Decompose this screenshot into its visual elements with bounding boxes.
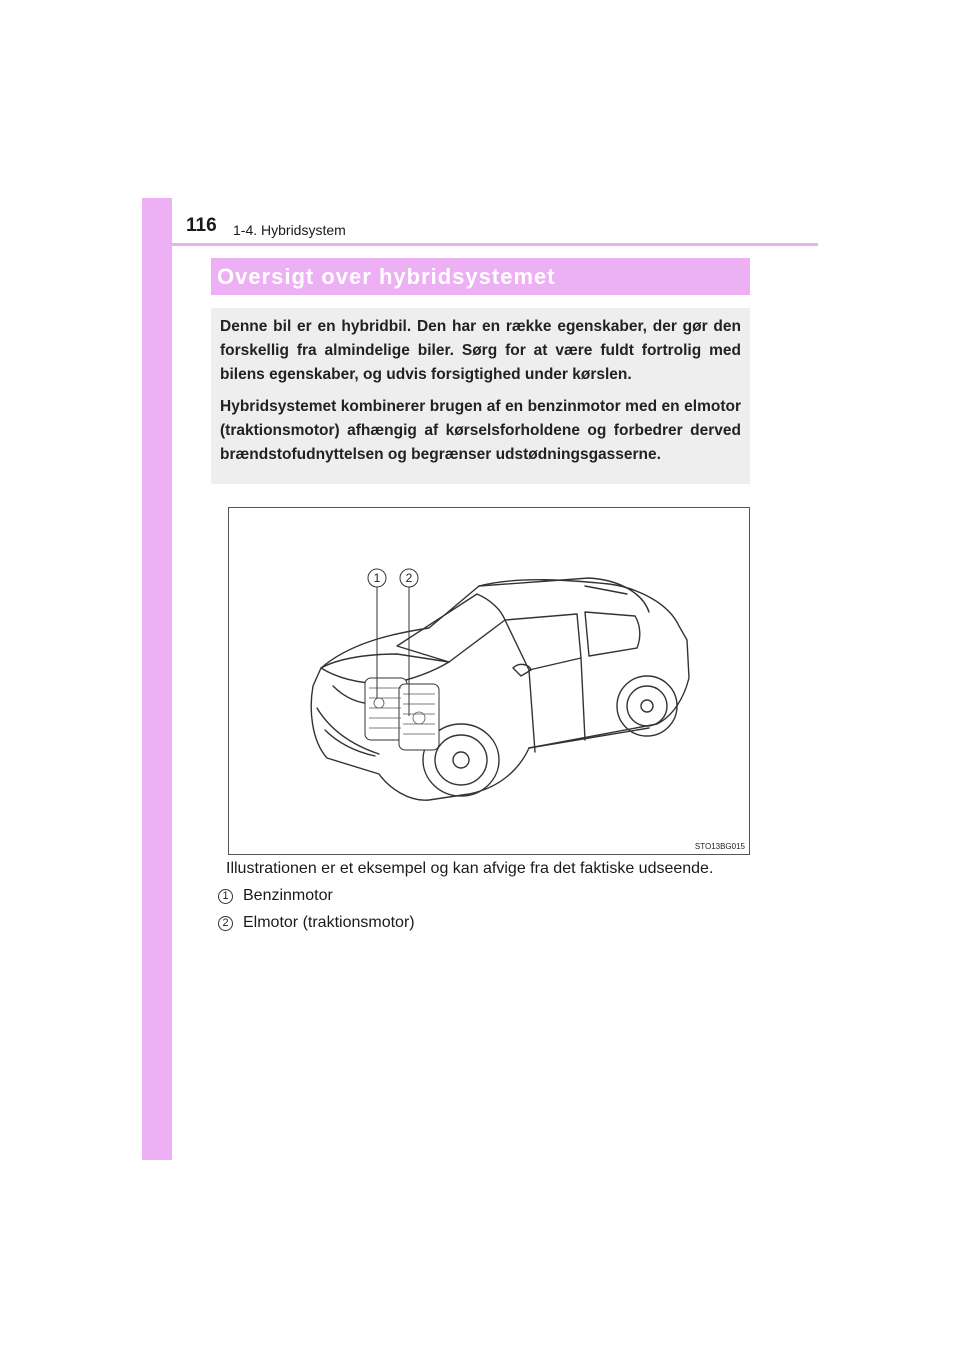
legend-number: 2: [218, 916, 233, 931]
section-title: 1-4. Hybridsystem: [233, 222, 346, 238]
legend-item: [218, 913, 415, 933]
page-heading: Oversigt over hybridsystemet: [217, 264, 556, 289]
figure-code: STO13BG015: [694, 842, 745, 851]
legend-label: Elmotor (traktionsmotor): [243, 914, 415, 931]
header-rule: [142, 243, 818, 246]
legend-item: [218, 886, 333, 906]
side-tab: [142, 198, 172, 1160]
intro-paragraph-2: Hybridsystemet kombinerer brugen af en benzinmotor med en elmotor (traktionsmotor) afhængig af kørselsforholdene og forbedrer derved brændstofudnyttelsen og begrænser udstødningsgasserne.: [220, 398, 741, 463]
car-drawing: [229, 508, 749, 854]
heading-bar: [211, 258, 750, 295]
car-illustration: [228, 507, 750, 855]
callout-1-label: 1: [373, 571, 381, 585]
intro-paragraph-1: Denne bil er en hybridbil. Den har en række egenskaber, der gør den forskellig fra almindelige biler. Sørg for at være fuldt fortrolig med bilens egenskaber, og udvis forsigtighed under kørslen.: [220, 318, 741, 383]
intro-box: [211, 308, 750, 484]
figure-caption: Illustrationen er et eksempel og kan afvige fra det faktiske udseende.: [226, 860, 714, 877]
callout-2-label: 2: [405, 571, 413, 585]
legend-number: 1: [218, 889, 233, 904]
page-number: 116: [186, 215, 217, 236]
legend-label: Benzinmotor: [243, 887, 333, 904]
